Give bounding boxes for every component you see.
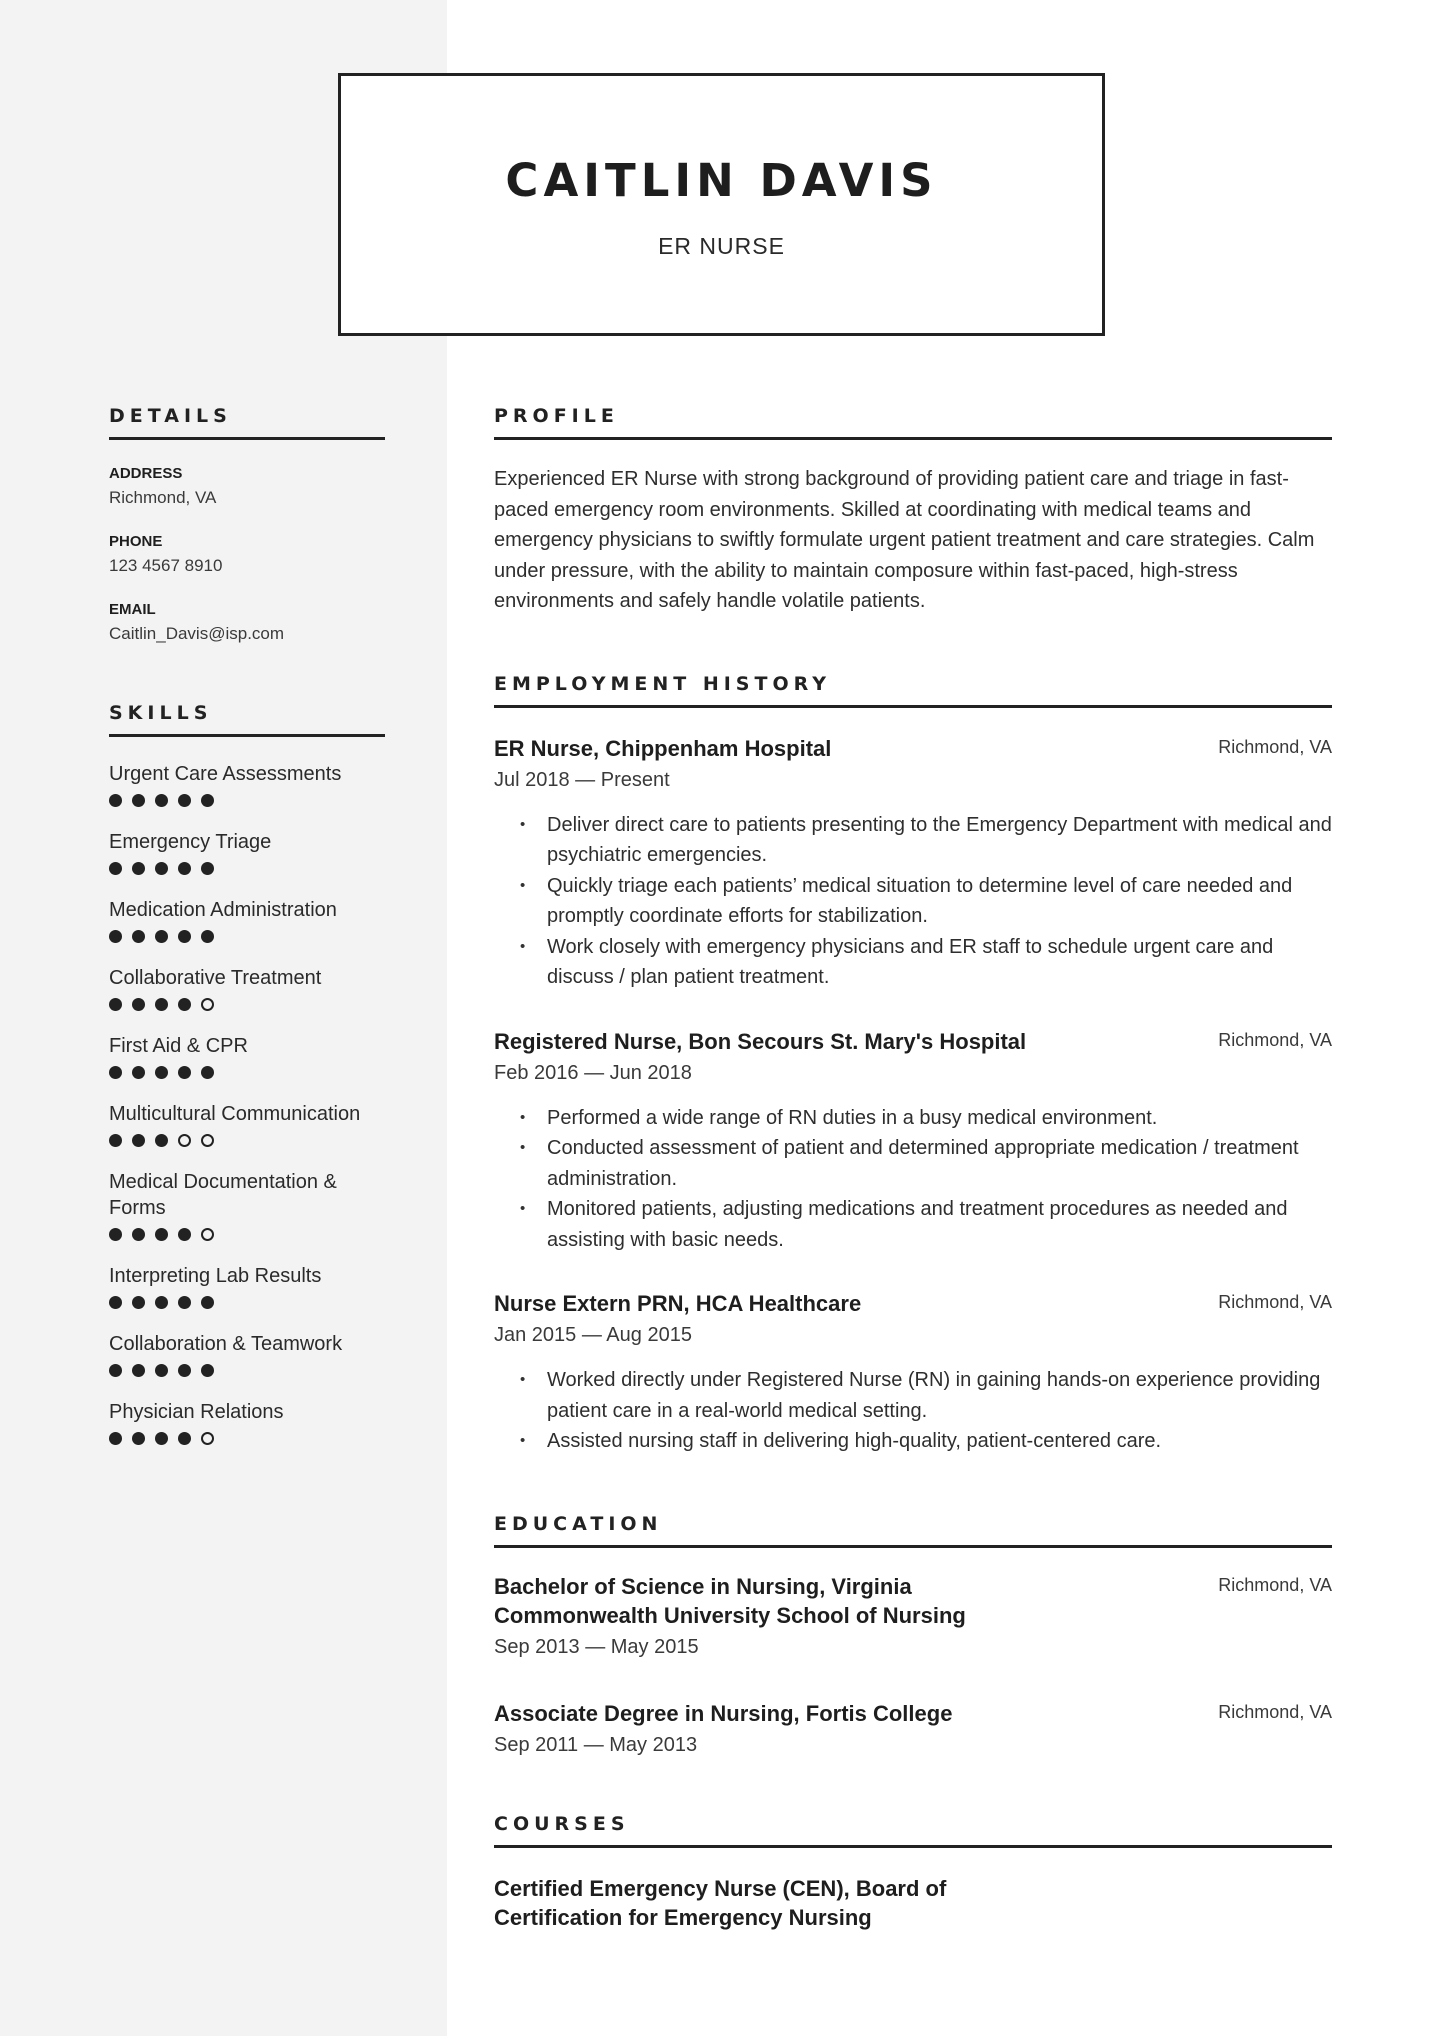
skill-item (109, 897, 385, 943)
skill-name: Medical Documentation & Forms (109, 1171, 337, 1219)
rating-dot-filled (201, 1066, 214, 1079)
job-bullet: • Assisted nursing staff in delivering high-quality, patient-centered care. (494, 1426, 1332, 1457)
course-entry (494, 1874, 1332, 1932)
job-entry (494, 734, 1332, 993)
rating-dot-filled (178, 862, 191, 875)
skill-level (109, 1066, 385, 1079)
education-entry (494, 1572, 1332, 1659)
skill-item (109, 1101, 385, 1147)
skills-list (109, 761, 385, 1445)
detail-value[interactable]: Caitlin_Davis@isp.com (109, 624, 285, 643)
detail-label: EMAIL (109, 601, 156, 618)
job-bullet: • Monitored patients, adjusting medications and treatment procedures as needed and assisting with basic needs. (494, 1194, 1332, 1255)
job-entry (494, 1027, 1332, 1256)
job-bullets (494, 1103, 1332, 1256)
rating-dot-filled (178, 1432, 191, 1445)
skill-item (109, 965, 385, 1011)
rating-dot-filled (109, 1364, 122, 1377)
skill-level (109, 862, 385, 875)
profile-heading: PROFILE (494, 405, 1332, 440)
job-bullet: • Performed a wide range of RN duties in a busy medical environment. (494, 1103, 1332, 1134)
rating-dot-filled (201, 1364, 214, 1377)
skill-level (109, 1364, 385, 1377)
candidate-name: CAITLIN DAVIS (505, 154, 938, 207)
rating-dot-filled (132, 1228, 145, 1241)
rating-dot-filled (155, 1432, 168, 1445)
skill-name: Medication Administration (109, 899, 337, 921)
rating-dot-filled (109, 930, 122, 943)
employment-heading: EMPLOYMENT HISTORY (494, 673, 1332, 708)
education-dates: Sep 2013 — May 2015 (494, 1635, 699, 1658)
education-location: Richmond, VA (1218, 1574, 1332, 1595)
skill-item (109, 1033, 385, 1079)
rating-dot-filled (178, 1228, 191, 1241)
rating-dot-filled (178, 1066, 191, 1079)
job-bullets (494, 810, 1332, 993)
detail-value: 123 4567 8910 (109, 556, 223, 575)
skill-name: First Aid & CPR (109, 1035, 248, 1057)
rating-dot-empty (178, 1134, 191, 1147)
rating-dot-empty (201, 1134, 214, 1147)
job-bullet: • Work closely with emergency physicians and ER staff to schedule urgent care and discuss / plan patient treatment. (494, 932, 1332, 993)
skill-item (109, 761, 385, 807)
skill-item (109, 1331, 385, 1377)
job-entry-title: ER Nurse, Chippenham Hospital (494, 735, 832, 761)
job-dates: Feb 2016 — Jun 2018 (494, 1061, 692, 1084)
detail-phone (109, 533, 385, 576)
rating-dot-filled (155, 998, 168, 1011)
skill-item (109, 1399, 385, 1445)
rating-dot-filled (109, 1228, 122, 1241)
rating-dot-filled (109, 794, 122, 807)
job-location: Richmond, VA (1218, 1029, 1332, 1050)
skill-level (109, 998, 385, 1011)
detail-value: Richmond, VA (109, 488, 217, 507)
rating-dot-filled (132, 930, 145, 943)
rating-dot-filled (132, 1432, 145, 1445)
header-box (338, 73, 1105, 336)
education-entry (494, 1699, 1332, 1757)
rating-dot-filled (178, 1296, 191, 1309)
rating-dot-filled (155, 794, 168, 807)
rating-dot-empty (201, 1228, 214, 1241)
education-location: Richmond, VA (1218, 1701, 1332, 1722)
detail-address (109, 465, 385, 508)
rating-dot-filled (132, 862, 145, 875)
skills-heading: SKILLS (109, 702, 385, 737)
job-bullet: • Worked directly under Registered Nurse (RN) in gaining hands-on experience providing patient care in a real-world medical setting. (494, 1365, 1332, 1426)
education-dates: Sep 2011 — May 2013 (494, 1733, 698, 1756)
rating-dot-empty (201, 998, 214, 1011)
rating-dot-filled (155, 930, 168, 943)
rating-dot-filled (201, 1296, 214, 1309)
rating-dot-filled (201, 794, 214, 807)
skill-level (109, 930, 385, 943)
details-heading: DETAILS (109, 405, 385, 440)
detail-email (109, 601, 385, 644)
skill-item (109, 1169, 385, 1241)
rating-dot-filled (155, 1228, 168, 1241)
profile-text: Experienced ER Nurse with strong background of providing patient care and triage in fast-paced emergency room environments. Skilled at coordinating with medical teams and emergency physicians to swiftly formulate urgent patient treatment and care strategies. Calm under pressure, with the ability to maintain composure within fast-paced, high-stress environments and safely handle volatile patients. (494, 468, 1315, 612)
job-bullets (494, 1365, 1332, 1457)
rating-dot-filled (155, 1066, 168, 1079)
skill-name: Emergency Triage (109, 831, 272, 853)
main-column (494, 405, 1332, 1932)
employment-section (494, 673, 1332, 1457)
rating-dot-filled (109, 1134, 122, 1147)
rating-dot-filled (178, 930, 191, 943)
rating-dot-filled (109, 1296, 122, 1309)
rating-dot-filled (155, 1296, 168, 1309)
rating-dot-empty (201, 1432, 214, 1445)
rating-dot-filled (109, 862, 122, 875)
rating-dot-filled (155, 862, 168, 875)
job-location: Richmond, VA (1218, 736, 1332, 757)
skill-name: Multicultural Communication (109, 1103, 361, 1125)
rating-dot-filled (109, 1432, 122, 1445)
rating-dot-filled (155, 1134, 168, 1147)
rating-dot-filled (201, 930, 214, 943)
skill-level (109, 1228, 385, 1241)
courses-heading: COURSES (494, 1813, 1332, 1848)
rating-dot-filled (132, 1296, 145, 1309)
skill-level (109, 1432, 385, 1445)
rating-dot-filled (109, 998, 122, 1011)
rating-dot-filled (132, 1066, 145, 1079)
rating-dot-filled (201, 862, 214, 875)
education-title: Bachelor of Science in Nursing, Virginia Commonwealth University School of Nursing (494, 1573, 966, 1628)
profile-section (494, 405, 1332, 617)
job-location: Richmond, VA (1218, 1292, 1332, 1312)
education-title: Associate Degree in Nursing, Fortis College (494, 1700, 953, 1726)
course-title: Certified Emergency Nurse (CEN), Board of Certification for Emergency Nursing (494, 1875, 947, 1930)
skill-name: Interpreting Lab Results (109, 1265, 322, 1287)
job-entry-title: Nurse Extern PRN, HCA Healthcare (494, 1291, 862, 1316)
rating-dot-filled (178, 1364, 191, 1377)
rating-dot-filled (155, 1364, 168, 1377)
skill-level (109, 794, 385, 807)
skill-name: Physician Relations (109, 1401, 284, 1423)
rating-dot-filled (132, 794, 145, 807)
job-entry-title: Registered Nurse, Bon Secours St. Mary's Hospital (494, 1028, 1027, 1054)
rating-dot-filled (132, 1364, 145, 1377)
rating-dot-filled (109, 1066, 122, 1079)
detail-label: PHONE (109, 533, 163, 550)
rating-dot-filled (178, 794, 191, 807)
skill-name: Urgent Care Assessments (109, 763, 342, 785)
job-dates: Jul 2018 — Present (494, 768, 670, 791)
skill-level (109, 1296, 385, 1309)
rating-dot-filled (132, 1134, 145, 1147)
skill-level (109, 1134, 385, 1147)
rating-dot-filled (132, 998, 145, 1011)
left-column (109, 405, 385, 1445)
job-dates: Jan 2015 — Aug 2015 (494, 1324, 692, 1346)
job-bullet: • Deliver direct care to patients presenting to the Emergency Department with medical and psychiatric emergencies. (494, 810, 1332, 871)
skill-name: Collaborative Treatment (109, 967, 322, 989)
job-bullet: • Conducted assessment of patient and determined appropriate medication / treatment administration. (494, 1133, 1332, 1194)
courses-section (494, 1813, 1332, 1932)
job-bullet: • Quickly triage each patients’ medical situation to determine level of care needed and promptly coordinate efforts for stabilization. (494, 871, 1332, 932)
skill-item (109, 829, 385, 875)
job-entry (494, 1289, 1332, 1457)
job-title: ER NURSE (658, 233, 785, 259)
education-section (494, 1513, 1332, 1757)
rating-dot-filled (178, 998, 191, 1011)
education-heading: EDUCATION (494, 1513, 1332, 1548)
detail-label: ADDRESS (109, 465, 183, 482)
skill-name: Collaboration & Teamwork (109, 1333, 343, 1355)
skill-item (109, 1263, 385, 1309)
